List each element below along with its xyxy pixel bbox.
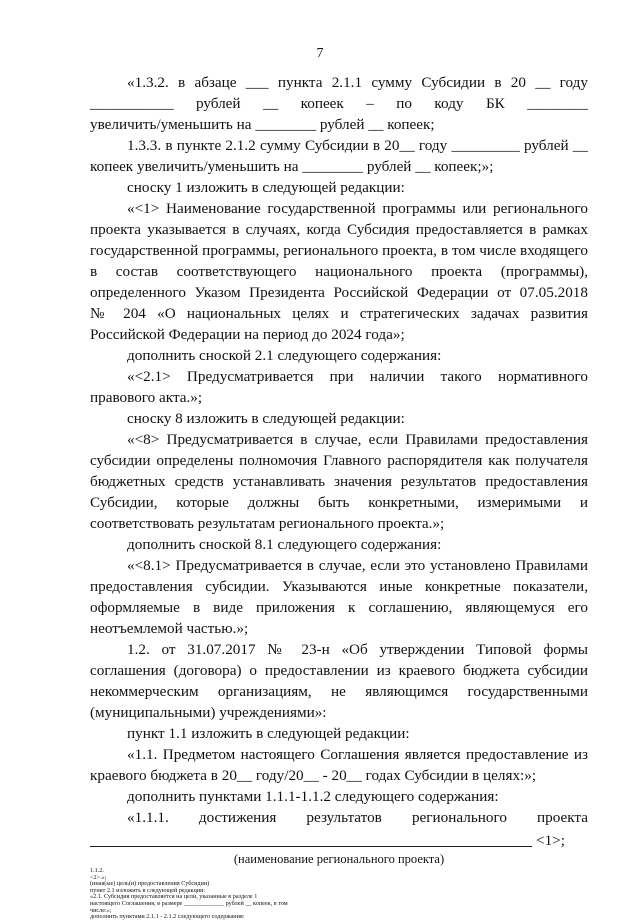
text-line: проекта указывается в случаях, когда Субсидия предоставляется в рамках bbox=[90, 221, 588, 238]
text-line: правового акта.»; bbox=[90, 389, 203, 406]
text-line: определенного Указом Президента Российской Федерации от 07.05.2018 bbox=[90, 284, 588, 301]
text-line: «<8.1> Предусматривается в случае, если это установлено Правилами bbox=[127, 557, 588, 574]
text-line: 1.3.3. в пункте 2.1.2 сумму Субсидии в 20__ году _________ рублей __ bbox=[127, 137, 588, 154]
text-line: сноску 8 изложить в следующей редакции: bbox=[127, 410, 405, 427]
text-line: копеек увеличить/уменьшить на ________ рублей __ копеек;»; bbox=[90, 158, 494, 175]
caption-project-name: (наименование регионального проекта) bbox=[233, 852, 445, 866]
blank-line-project-name bbox=[90, 846, 532, 847]
text-line: 1.2. от 31.07.2017 № 23-н «Об утверждении Типовой формы bbox=[127, 641, 588, 658]
page-number: 7 bbox=[316, 46, 324, 61]
text-line: увеличить/уменьшить на ________ рублей __ копеек; bbox=[90, 116, 435, 133]
text-line: «1.1. Предметом настоящего Соглашения является предоставление из bbox=[127, 746, 588, 763]
text-line: сноску 1 изложить в следующей редакции: bbox=[127, 179, 405, 196]
text-line: субсидии определены полномочия Главного распорядителя как получателя bbox=[90, 452, 588, 469]
text-line: пункт 2.1 изложить в следующей редакции: bbox=[90, 886, 206, 894]
footnote-ref-2: <2>.»; bbox=[90, 873, 107, 881]
text-line: государственной программы, регионального проекта, в том числе входящего bbox=[90, 242, 588, 259]
text-line: дополнить сноской 8.1 следующего содержания: bbox=[127, 536, 442, 553]
text-line: дополнить пунктами 1.1.1-1.1.2 следующего содержания: bbox=[127, 788, 499, 805]
text-line: настоящего Соглашения, в размере _____________ рублей __ копеек, в том bbox=[90, 899, 288, 907]
text-line: в состав соответствующего национального проекта (программы), bbox=[90, 263, 588, 280]
text-line: соответствовать результатам регионального проекта.»; bbox=[90, 515, 445, 532]
text-line: «1.3.2. в абзаце ___ пункта 2.1.1 сумму Субсидии в 20 __ году bbox=[127, 74, 588, 91]
caption-other-goals: (иная(ые) цель(и) предоставления Субсидии) bbox=[90, 880, 210, 888]
text-line: соглашения (договора) о предоставлении из краевого бюджета субсидии bbox=[90, 662, 588, 679]
text-line: № 204 «О национальных целях и стратегических задачах развития bbox=[90, 305, 588, 322]
text-line: бюджетных средств устанавливать значения результатов предоставления bbox=[90, 473, 588, 490]
item-112-label: 1.1.2. bbox=[90, 867, 104, 874]
text-line: предоставления субсидии. Указываются иные конкретные показатели, bbox=[90, 578, 588, 595]
text-line: «<8> Предусматривается в случае, если Правилами предоставления bbox=[127, 431, 588, 448]
continuation-block bbox=[90, 867, 588, 921]
text-line: пункт 1.1 изложить в следующей редакции: bbox=[127, 725, 410, 742]
text-line: (муниципальными) учреждениями»: bbox=[90, 704, 327, 721]
text-line: «1.1.1. достижения результатов регионального проекта bbox=[127, 809, 588, 826]
text-line: «2.1. Субсидия предоставляется на цели, указанные в разделе 1 bbox=[90, 893, 258, 901]
text-line: краевого бюджета в 20__ году/20__ - 20__ годах Субсидии в целях:»; bbox=[90, 767, 537, 784]
text-line: числе:»; bbox=[90, 906, 112, 914]
text-line: «<2.1> Предусматривается при наличии такого нормативного bbox=[127, 368, 588, 385]
text-line: неотъемлемой частью.»; bbox=[90, 620, 249, 637]
text-line: некоммерческим организациям, не являющимся государственными bbox=[90, 683, 588, 700]
text-line: Субсидии, которые должны быть конкретными, измеримыми и bbox=[90, 494, 588, 511]
text-line: ___________ рублей __ копеек – по коду БК ________ bbox=[90, 95, 588, 112]
text-line: дополнить сноской 2.1 следующего содержания: bbox=[127, 347, 442, 364]
footnote-ref-1: <1>; bbox=[536, 832, 565, 849]
text-line: Российской Федерации на период до 2024 года»; bbox=[90, 326, 405, 343]
text-line: «<1> Наименование государственной программы или регионального bbox=[127, 200, 588, 217]
text-line: оформляемые в виде приложения к соглашению, являющемуся его bbox=[90, 599, 588, 616]
text-line: дополнить пунктами 2.1.1 - 2.1.2 следующего содержания: bbox=[90, 913, 245, 921]
